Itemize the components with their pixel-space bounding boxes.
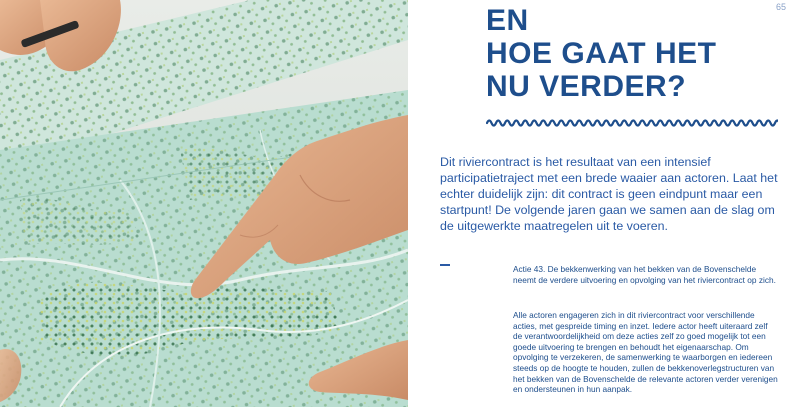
intro-paragraph: Dit riviercontract is het resultaat van een intensief participatietraject met een brede waaier aan actoren. Laat het echter duidelijk zijn: dit contract is geen eindpunt maar een startpunt! De volgende jaren gaan we samen aan de slag om de uitgewerkte maatregelen uit te voeren. (440, 155, 778, 233)
page-heading (486, 4, 716, 103)
section-dash (440, 264, 450, 266)
body-paragraph: Alle actoren engageren zich in dit riviercontract voor verschillende acties, met gespreide timing en inzet. Iedere actor heeft uiteraard zelf de verantwoordelijkheid om deze acties zelf zo goed mogelijk tot een goede uitvoering te brengen en behoudt het eigenaarschap. Om opvolging te verzekeren, de samenwerking te waarborgen en iedereen steeds op de hoogte te houden, zullen de bekkenoverlegstructuren van het bekken van de Bovenschelde de relevante actoren verder verenigen en ondersteunen in hun aanpak. (513, 310, 778, 395)
heading-line-1: EN (486, 4, 529, 37)
wave-divider-icon (486, 116, 778, 130)
heading-line-3: NU VERDER? (486, 70, 687, 103)
heading-line-2: HOE GAAT HET (486, 37, 717, 70)
page-number: 65 (775, 2, 786, 12)
action-43-text: Actie 43. De bekkenwerking van het bekken van de Bovenschelde neemt de verdere uitvoering en opvolging van het riviercontract op zich. (513, 264, 776, 285)
